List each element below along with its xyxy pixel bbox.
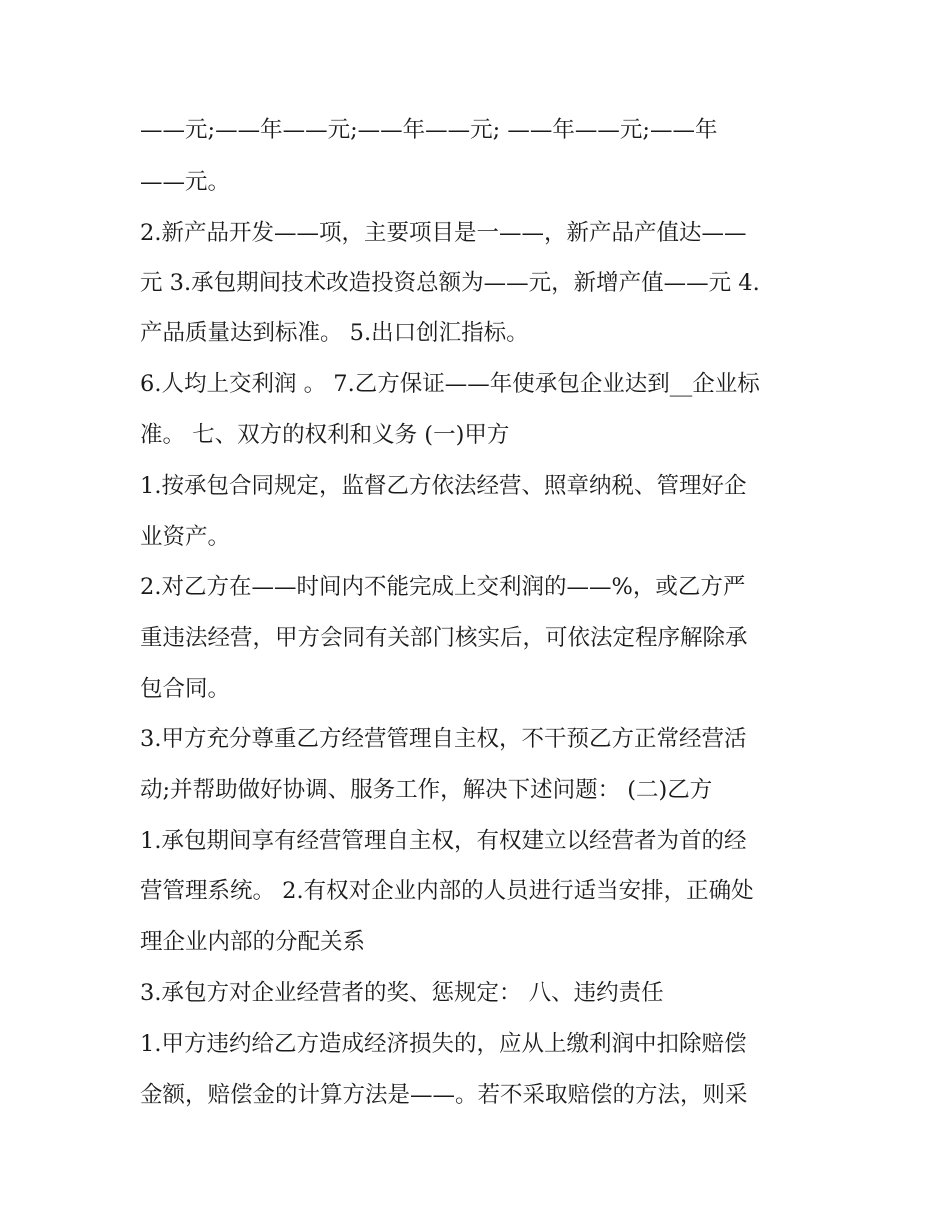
text-line: 金额，赔偿金的计算方法是——。若不采取赔偿的方法，则采 [140,1082,748,1108]
text-line: ——元。 [140,169,231,195]
text-line: 3.甲方充分尊重乙方经营管理自主权，不干预乙方正常经营活 [140,726,747,752]
text-line: 包合同。 [140,676,231,702]
text-line: 2.对乙方在——时间内不能完成上交利润的——%，或乙方严 [140,574,746,600]
text-line: 动;并帮助做好协调、服务工作，解决下述问题： (二)乙方 [140,777,713,803]
text-line: 业资产。 [140,524,231,550]
text-line: 元 3.承包期间技术改造投资总额为——元，新增产值——元 4. [140,270,760,296]
text-line: 营管理系统。 2.有权对企业内部的人员进行适当安排，正确处 [140,878,754,904]
text-line: 1.甲方违约给乙方造成经济损失的，应从上缴利润中扣除赔偿 [140,1031,747,1057]
text-line: 1.按承包合同规定，监督乙方依法经营、照章纳税、管理好企 [140,473,747,499]
text-line: 产品质量达到标准。 5.出口创汇指标。 [140,320,529,346]
text-line: 6.人均上交利润 。 7.乙方保证——年使承包企业达到__企业标 [140,371,760,397]
text-line: 准。 七、双方的权利和义务 (一)甲方 [140,422,510,448]
text-line: 3.承包方对企业经营者的奖、惩规定： 八、违约责任 [140,980,664,1006]
text-line: 1.承包期间享有经营管理自主权，有权建立以经营者为首的经 [140,828,747,854]
text-line: 2.新产品开发——项，主要项目是一——，新产品产值达—— [140,220,747,246]
text-line: 理企业内部的分配关系 [140,929,366,955]
text-line: 重违法经营，甲方会同有关部门核实后，可依法定程序解除承 [140,625,748,651]
text-line: ——元;——年——元;——年——元; ——年——元;——年 [140,117,718,143]
